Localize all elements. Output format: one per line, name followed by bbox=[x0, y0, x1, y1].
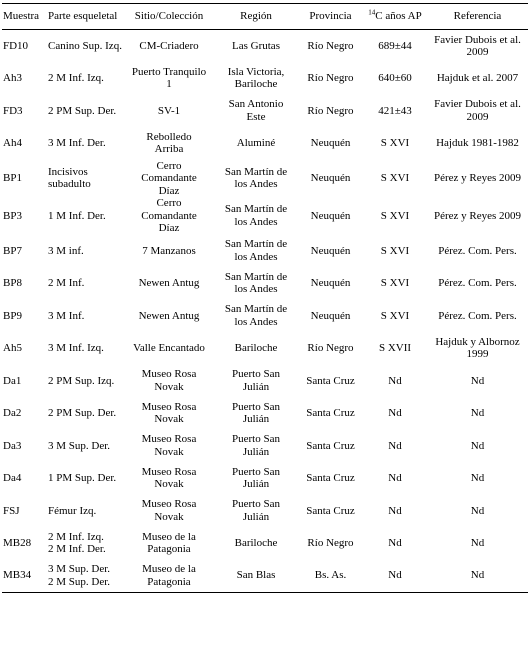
cell-referencia-text: Nd bbox=[470, 569, 485, 582]
cell-muestra-text: Da3 bbox=[3, 439, 22, 452]
cell-provincia-text: Santa Cruz bbox=[306, 472, 355, 484]
cell-provincia bbox=[298, 365, 363, 398]
cell-provincia-text: Neuquén bbox=[310, 137, 351, 149]
cell-muestra bbox=[2, 30, 44, 63]
cell-muestra bbox=[2, 62, 44, 95]
cell-referencia bbox=[427, 365, 528, 398]
cell-sitio-coleccion bbox=[124, 495, 214, 528]
cell-referencia bbox=[427, 62, 528, 95]
cell-parte-esqueletal-text: 3 M Sup. Der. 2 M Sup. Der. bbox=[48, 563, 111, 588]
cell-c14-anos-ap bbox=[363, 160, 427, 198]
cell-sitio-coleccion-text: Museo de la Patagonia bbox=[142, 530, 196, 556]
cell-muestra-text: FSJ bbox=[3, 504, 20, 517]
cell-parte-esqueletal bbox=[44, 495, 124, 528]
cell-provincia-text: Santa Cruz bbox=[306, 407, 355, 419]
cell-referencia-text: Favier Dubois et al. 2009 bbox=[434, 98, 521, 123]
cell-parte-esqueletal-text: 1 M Inf. Der. bbox=[48, 209, 106, 222]
cell-referencia bbox=[427, 332, 528, 365]
cell-provincia-text: Neuquén bbox=[310, 309, 351, 322]
cell-region-text: Puerto San Julián bbox=[232, 433, 280, 458]
cell-sitio-coleccion-text: Museo Rosa Novak bbox=[141, 368, 197, 393]
cell-parte-esqueletal-text: 3 M Sup. Der. bbox=[48, 439, 111, 452]
cell-c14-anos-ap bbox=[363, 332, 427, 365]
cell-muestra bbox=[2, 160, 44, 198]
cell-c14-anos-ap-text: S XVI bbox=[380, 172, 410, 184]
cell-muestra-text: Ah3 bbox=[3, 72, 22, 84]
cell-muestra-text: Ah5 bbox=[3, 342, 22, 354]
cell-c14-anos-ap bbox=[363, 30, 427, 63]
cell-c14-anos-ap bbox=[363, 127, 427, 160]
cell-region bbox=[214, 560, 298, 593]
cell-sitio-coleccion-text: SV-1 bbox=[157, 104, 181, 117]
table-header-row bbox=[2, 4, 528, 30]
cell-region-text: San Martín de los Andes bbox=[224, 203, 288, 228]
cell-referencia-text: Nd bbox=[470, 374, 485, 387]
cell-referencia bbox=[427, 160, 528, 198]
cell-sitio-coleccion-text: Valle Encantado bbox=[133, 342, 205, 354]
cell-c14-anos-ap bbox=[363, 235, 427, 268]
cell-referencia-text: Pérez. Com. Pers. bbox=[438, 309, 517, 322]
cell-provincia-text: Río Negro bbox=[307, 39, 354, 52]
cell-sitio-coleccion bbox=[124, 160, 214, 198]
cell-parte-esqueletal-text: 3 M Inf. Izq. bbox=[48, 342, 104, 354]
cell-parte-esqueletal-text: 2 M Inf. bbox=[48, 277, 85, 289]
cell-c14-anos-ap-text: Nd bbox=[388, 504, 402, 517]
cell-sitio-coleccion-text: Museo Rosa Novak bbox=[141, 433, 197, 458]
cell-provincia-text: Neuquén bbox=[310, 209, 351, 222]
cell-muestra-text: MB34 bbox=[3, 569, 32, 582]
cell-c14-anos-ap bbox=[363, 430, 427, 463]
cell-sitio-coleccion bbox=[124, 560, 214, 593]
cell-referencia-text: Hajduk et al. 2007 bbox=[436, 72, 519, 84]
cell-parte-esqueletal bbox=[44, 197, 124, 235]
cell-parte-esqueletal bbox=[44, 430, 124, 463]
cell-referencia bbox=[427, 300, 528, 333]
table-row bbox=[2, 95, 528, 128]
cell-referencia-text: Hajduk 1981-1982 bbox=[436, 137, 519, 149]
cell-referencia bbox=[427, 267, 528, 300]
cell-c14-anos-ap-text: 689±44 bbox=[378, 39, 412, 52]
table-row bbox=[2, 300, 528, 333]
cell-parte-esqueletal bbox=[44, 235, 124, 268]
header-provincia: Provincia bbox=[298, 4, 363, 30]
cell-provincia-text: Neuquén bbox=[310, 244, 351, 257]
table-row bbox=[2, 397, 528, 430]
cell-provincia bbox=[298, 127, 363, 160]
header-referencia: Referencia bbox=[427, 4, 528, 30]
cell-region-text: San Martín de los Andes bbox=[224, 270, 288, 296]
cell-c14-anos-ap-text: Nd bbox=[388, 407, 402, 419]
cell-region bbox=[214, 495, 298, 528]
cell-region bbox=[214, 127, 298, 160]
cell-region-text: Bariloche bbox=[234, 537, 278, 549]
cell-region-text: San Martín de los Andes bbox=[224, 238, 288, 263]
cell-sitio-coleccion bbox=[124, 300, 214, 333]
cell-c14-anos-ap-text: 421±43 bbox=[378, 104, 412, 117]
cell-referencia bbox=[427, 495, 528, 528]
cell-parte-esqueletal-text: 3 M inf. bbox=[48, 244, 84, 257]
cell-region bbox=[214, 527, 298, 560]
cell-muestra bbox=[2, 267, 44, 300]
cell-muestra bbox=[2, 95, 44, 128]
cell-referencia bbox=[427, 462, 528, 495]
cell-c14-anos-ap bbox=[363, 95, 427, 128]
cell-referencia-text: Nd bbox=[470, 472, 485, 484]
cell-sitio-coleccion-text: 7 Manzanos bbox=[142, 244, 196, 257]
cell-sitio-coleccion bbox=[124, 235, 214, 268]
cell-parte-esqueletal bbox=[44, 365, 124, 398]
table-row bbox=[2, 560, 528, 593]
cell-provincia-text: Santa Cruz bbox=[306, 439, 355, 452]
cell-provincia bbox=[298, 267, 363, 300]
cell-sitio-coleccion bbox=[124, 462, 214, 495]
cell-referencia bbox=[427, 527, 528, 560]
cell-muestra-text: Da2 bbox=[3, 407, 22, 419]
cell-muestra bbox=[2, 560, 44, 593]
cell-muestra-text: BP3 bbox=[3, 209, 22, 222]
cell-region bbox=[214, 365, 298, 398]
cell-referencia-text: Pérez y Reyes 2009 bbox=[433, 172, 522, 184]
cell-region-text: Bariloche bbox=[234, 342, 278, 354]
header-region: Región bbox=[214, 4, 298, 30]
cell-sitio-coleccion-text: Museo Rosa Novak bbox=[141, 400, 197, 426]
cell-referencia-text: Pérez y Reyes 2009 bbox=[433, 209, 522, 222]
cell-referencia bbox=[427, 197, 528, 235]
cell-region-text: Puerto San Julián bbox=[232, 465, 280, 491]
cell-region-text: San Blas bbox=[236, 569, 276, 582]
cell-parte-esqueletal-text: 2 M Inf. Izq. bbox=[48, 72, 104, 84]
cell-muestra bbox=[2, 495, 44, 528]
cell-region bbox=[214, 30, 298, 63]
cell-c14-anos-ap-text: Nd bbox=[388, 537, 402, 549]
cell-region bbox=[214, 300, 298, 333]
cell-c14-anos-ap-text: S XVI bbox=[380, 137, 410, 149]
table-row bbox=[2, 430, 528, 463]
cell-sitio-coleccion bbox=[124, 332, 214, 365]
table-row bbox=[2, 62, 528, 95]
header-c14-label: C años AP bbox=[375, 10, 422, 23]
cell-sitio-coleccion-text: Puerto Tranquilo 1 bbox=[131, 65, 207, 91]
cell-sitio-coleccion bbox=[124, 127, 214, 160]
cell-sitio-coleccion-text: Rebolledo Arriba bbox=[146, 130, 192, 156]
table-row bbox=[2, 495, 528, 528]
cell-sitio-coleccion bbox=[124, 527, 214, 560]
cell-provincia bbox=[298, 332, 363, 365]
cell-provincia bbox=[298, 430, 363, 463]
cell-provincia bbox=[298, 62, 363, 95]
cell-provincia-text: Río Negro bbox=[307, 342, 354, 354]
cell-muestra bbox=[2, 462, 44, 495]
cell-muestra bbox=[2, 365, 44, 398]
cell-region-text: Isla Victoria, Bariloche bbox=[227, 65, 285, 91]
cell-parte-esqueletal-text: 2 PM Sup. Izq. bbox=[48, 374, 115, 387]
table-body bbox=[2, 30, 528, 593]
table-row bbox=[2, 197, 528, 235]
cell-c14-anos-ap bbox=[363, 267, 427, 300]
cell-muestra-text: FD10 bbox=[3, 39, 29, 52]
cell-c14-anos-ap bbox=[363, 197, 427, 235]
cell-parte-esqueletal-text: Incisivos subadulto bbox=[48, 165, 91, 191]
cell-provincia bbox=[298, 300, 363, 333]
cell-c14-anos-ap bbox=[363, 527, 427, 560]
cell-parte-esqueletal-text: Canino Sup. Izq. bbox=[48, 39, 122, 52]
cell-parte-esqueletal bbox=[44, 332, 124, 365]
header-sitio-coleccion: Sitio/Colección bbox=[124, 4, 214, 30]
cell-c14-anos-ap-text: 640±60 bbox=[378, 72, 412, 84]
table-row bbox=[2, 127, 528, 160]
cell-c14-anos-ap-text: S XVI bbox=[380, 309, 410, 322]
cell-parte-esqueletal bbox=[44, 95, 124, 128]
cell-sitio-coleccion-text: Cerro Comandante Díaz bbox=[141, 197, 197, 234]
table-row bbox=[2, 267, 528, 300]
cell-referencia bbox=[427, 30, 528, 63]
cell-c14-anos-ap-text: Nd bbox=[388, 374, 402, 387]
cell-region bbox=[214, 95, 298, 128]
cell-provincia bbox=[298, 495, 363, 528]
cell-region-text: San Martín de los Andes bbox=[224, 303, 288, 328]
cell-c14-anos-ap bbox=[363, 397, 427, 430]
cell-muestra-text: MB28 bbox=[3, 537, 32, 549]
cell-parte-esqueletal bbox=[44, 62, 124, 95]
cell-referencia-text: Pérez. Com. Pers. bbox=[438, 277, 517, 289]
cell-referencia bbox=[427, 235, 528, 268]
cell-region-text: Aluminé bbox=[236, 137, 276, 149]
cell-referencia bbox=[427, 430, 528, 463]
cell-provincia-text: Santa Cruz bbox=[306, 374, 355, 387]
cell-parte-esqueletal bbox=[44, 462, 124, 495]
cell-muestra bbox=[2, 332, 44, 365]
cell-region-text: San Martín de los Andes bbox=[224, 165, 288, 191]
cell-parte-esqueletal bbox=[44, 127, 124, 160]
cell-provincia bbox=[298, 527, 363, 560]
cell-referencia bbox=[427, 95, 528, 128]
cell-referencia-text: Nd bbox=[470, 504, 485, 517]
cell-muestra-text: BP8 bbox=[3, 277, 22, 289]
cell-parte-esqueletal-text: 2 PM Sup. Der. bbox=[48, 104, 117, 117]
cell-c14-anos-ap-text: Nd bbox=[388, 569, 402, 582]
cell-provincia bbox=[298, 30, 363, 63]
cell-parte-esqueletal bbox=[44, 397, 124, 430]
cell-muestra bbox=[2, 197, 44, 235]
cell-region bbox=[214, 267, 298, 300]
cell-region-text: Puerto San Julián bbox=[232, 498, 280, 523]
cell-c14-anos-ap bbox=[363, 62, 427, 95]
cell-parte-esqueletal-text: 2 PM Sup. Der. bbox=[48, 407, 117, 419]
cell-parte-esqueletal-text: 3 M Inf. bbox=[48, 309, 85, 322]
cell-sitio-coleccion-text: Newen Antug bbox=[138, 277, 200, 289]
cell-sitio-coleccion bbox=[124, 267, 214, 300]
cell-c14-anos-ap bbox=[363, 560, 427, 593]
table-row bbox=[2, 527, 528, 560]
cell-region-text: San Antonio Este bbox=[228, 98, 284, 123]
cell-region bbox=[214, 62, 298, 95]
cell-muestra bbox=[2, 397, 44, 430]
cell-provincia-text: Santa Cruz bbox=[306, 504, 355, 517]
cell-provincia-text: Bs. As. bbox=[314, 569, 347, 582]
cell-muestra-text: Da1 bbox=[3, 374, 22, 387]
cell-referencia-text: Hajduk y Albornoz 1999 bbox=[435, 335, 520, 361]
cell-referencia bbox=[427, 560, 528, 593]
cell-sitio-coleccion bbox=[124, 197, 214, 235]
cell-sitio-coleccion-text: Newen Antug bbox=[138, 309, 200, 322]
cell-parte-esqueletal-text: 3 M Inf. Der. bbox=[48, 137, 106, 149]
cell-region bbox=[214, 235, 298, 268]
cell-sitio-coleccion bbox=[124, 397, 214, 430]
cell-region-text: Puerto San Julián bbox=[232, 400, 280, 426]
cell-parte-esqueletal bbox=[44, 560, 124, 593]
header-c14-superscript: 14 bbox=[368, 8, 376, 17]
cell-region bbox=[214, 462, 298, 495]
cell-sitio-coleccion-text: Museo Rosa Novak bbox=[141, 498, 197, 523]
cell-region-text: Puerto San Julián bbox=[232, 368, 280, 393]
cell-muestra-text: Ah4 bbox=[3, 137, 22, 149]
cell-referencia-text: Pérez. Com. Pers. bbox=[438, 244, 517, 257]
cell-referencia bbox=[427, 397, 528, 430]
cell-c14-anos-ap-text: S XVI bbox=[380, 277, 410, 289]
cell-provincia-text: Neuquén bbox=[310, 277, 351, 289]
cell-muestra bbox=[2, 127, 44, 160]
table-row bbox=[2, 160, 528, 198]
cell-provincia bbox=[298, 560, 363, 593]
cell-provincia bbox=[298, 95, 363, 128]
cell-muestra bbox=[2, 235, 44, 268]
cell-muestra-text: BP7 bbox=[3, 244, 22, 257]
cell-parte-esqueletal bbox=[44, 30, 124, 63]
cell-sitio-coleccion bbox=[124, 62, 214, 95]
cell-c14-anos-ap-text: S XVI bbox=[380, 244, 410, 257]
cell-muestra-text: BP9 bbox=[3, 309, 22, 322]
cell-sitio-coleccion-text: Cerro Comandante Díaz bbox=[141, 159, 197, 197]
cell-region bbox=[214, 430, 298, 463]
cell-c14-anos-ap-text: Nd bbox=[388, 472, 402, 484]
cell-provincia bbox=[298, 235, 363, 268]
cell-parte-esqueletal-text: 2 M Inf. Izq. 2 M Inf. Der. bbox=[48, 530, 106, 556]
table-row bbox=[2, 462, 528, 495]
cell-provincia bbox=[298, 397, 363, 430]
cell-c14-anos-ap bbox=[363, 495, 427, 528]
cell-region bbox=[214, 397, 298, 430]
cell-parte-esqueletal-text: 1 PM Sup. Der. bbox=[48, 472, 117, 484]
cell-muestra-text: BP1 bbox=[3, 172, 22, 184]
cell-sitio-coleccion-text: Museo Rosa Novak bbox=[141, 465, 197, 491]
table-row bbox=[2, 365, 528, 398]
cell-region bbox=[214, 197, 298, 235]
cell-sitio-coleccion-text: Museo de la Patagonia bbox=[142, 563, 196, 588]
cell-referencia-text: Nd bbox=[470, 537, 485, 549]
cell-muestra-text: Da4 bbox=[3, 472, 22, 484]
cell-referencia bbox=[427, 127, 528, 160]
cell-c14-anos-ap bbox=[363, 300, 427, 333]
cell-parte-esqueletal bbox=[44, 300, 124, 333]
cell-provincia bbox=[298, 160, 363, 198]
cell-c14-anos-ap-text: S XVI bbox=[380, 209, 410, 222]
cell-muestra bbox=[2, 300, 44, 333]
cell-referencia-text: Favier Dubois et al. 2009 bbox=[434, 33, 521, 58]
header-muestra: Muestra bbox=[2, 4, 44, 30]
table-row bbox=[2, 235, 528, 268]
cell-parte-esqueletal bbox=[44, 267, 124, 300]
cell-sitio-coleccion bbox=[124, 365, 214, 398]
header-c14-anos-ap bbox=[363, 4, 427, 30]
cell-region bbox=[214, 332, 298, 365]
cell-sitio-coleccion bbox=[124, 430, 214, 463]
cell-c14-anos-ap-text: Nd bbox=[388, 439, 402, 452]
cell-parte-esqueletal bbox=[44, 160, 124, 198]
cell-provincia-text: Río Negro bbox=[307, 72, 354, 84]
cell-region bbox=[214, 160, 298, 198]
cell-referencia-text: Nd bbox=[470, 407, 485, 419]
header-parte-esqueletal: Parte esqueletal bbox=[44, 4, 124, 30]
cell-provincia-text: Río Negro bbox=[307, 104, 354, 117]
cell-provincia-text: Neuquén bbox=[310, 172, 351, 184]
cell-c14-anos-ap bbox=[363, 462, 427, 495]
cell-parte-esqueletal bbox=[44, 527, 124, 560]
cell-region-text: Las Grutas bbox=[232, 39, 280, 52]
samples-table bbox=[2, 3, 528, 593]
cell-c14-anos-ap bbox=[363, 365, 427, 398]
cell-referencia-text: Nd bbox=[470, 439, 485, 452]
table-row bbox=[2, 30, 528, 63]
cell-provincia bbox=[298, 197, 363, 235]
cell-provincia-text: Río Negro bbox=[307, 537, 354, 549]
cell-muestra bbox=[2, 527, 44, 560]
cell-muestra bbox=[2, 430, 44, 463]
cell-parte-esqueletal-text: Fémur Izq. bbox=[48, 504, 97, 517]
cell-sitio-coleccion bbox=[124, 95, 214, 128]
cell-c14-anos-ap-text: S XVII bbox=[378, 342, 412, 354]
table-row bbox=[2, 332, 528, 365]
cell-muestra-text: FD3 bbox=[3, 104, 23, 117]
cell-sitio-coleccion-text: CM-Criadero bbox=[139, 39, 199, 52]
cell-sitio-coleccion bbox=[124, 30, 214, 63]
cell-provincia bbox=[298, 462, 363, 495]
